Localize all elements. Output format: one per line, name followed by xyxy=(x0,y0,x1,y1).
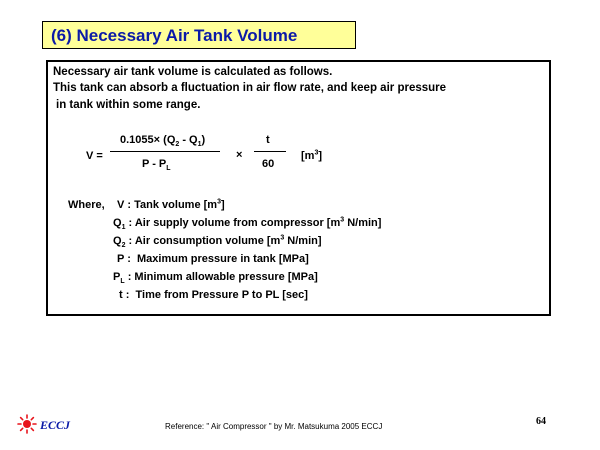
logo-text: ECCJ xyxy=(40,418,71,432)
numerator-times: × xyxy=(153,134,161,146)
formula-numerator xyxy=(120,134,206,149)
denominator-text: P - P xyxy=(142,158,167,170)
where-row-q1 xyxy=(113,216,382,232)
where-row-q2 xyxy=(113,234,322,250)
colon: : xyxy=(128,217,133,229)
t-denominator: 60 xyxy=(262,158,275,170)
main-fraction-line xyxy=(110,151,220,152)
description-end: ] xyxy=(220,199,225,211)
content-box xyxy=(46,60,551,316)
unit-sup: 3 xyxy=(314,149,319,157)
colon: : xyxy=(127,199,132,211)
description-end: N/min] xyxy=(284,235,322,247)
t-fraction-line xyxy=(254,151,286,152)
page-title: (6) Necessary Air Tank Volume xyxy=(51,26,298,45)
symbol: P xyxy=(117,253,125,265)
description: Maximum pressure in tank [MPa] xyxy=(137,253,309,265)
description: Time from Pressure P to PL [sec] xyxy=(135,289,308,301)
where-row-v xyxy=(117,199,225,211)
where-row-t xyxy=(119,289,308,301)
description-end: N/min] xyxy=(344,217,382,229)
t-numerator: t xyxy=(266,134,270,146)
where-row-pl xyxy=(113,271,318,286)
numerator-q2-sub: 2 xyxy=(175,141,180,149)
numerator-coefficient: 0.1055 xyxy=(120,134,154,146)
reference-text: Reference: " Air Compressor " by Mr. Matsukuma 2005 ECCJ xyxy=(165,422,383,431)
formula-denominator xyxy=(142,158,171,173)
unit-close: ] xyxy=(318,150,323,162)
symbol-sub: 1 xyxy=(121,224,126,232)
description: Minimum allowable pressure [MPa] xyxy=(134,271,318,283)
description-sup: 3 xyxy=(280,234,285,242)
formula-unit xyxy=(301,150,322,162)
symbol-sub: 2 xyxy=(121,242,126,250)
symbol: Q xyxy=(113,235,122,247)
description: Tank volume [m xyxy=(134,199,218,211)
symbol: V xyxy=(117,199,125,211)
numerator-close: ) xyxy=(201,134,206,146)
description: Air consumption volume [m xyxy=(134,235,281,247)
formula-multiply: × xyxy=(236,149,243,161)
symbol: Q xyxy=(113,217,122,229)
intro-line-2: This tank can absorb a fluctuation in air flow rate, and keep air pressure xyxy=(53,82,447,94)
symbol: t xyxy=(119,289,123,301)
numerator-q1-sub: 1 xyxy=(197,141,202,149)
intro-line-3: in tank within some range. xyxy=(56,99,201,111)
colon: : xyxy=(127,253,131,265)
intro-line-1: Necessary air tank volume is calculated as follows. xyxy=(53,66,333,78)
where-row-p xyxy=(117,253,309,265)
eccj-logo-icon xyxy=(17,414,37,434)
numerator-open: (Q xyxy=(160,134,176,146)
where-label: Where, xyxy=(68,199,105,211)
denominator-sub: L xyxy=(166,165,171,173)
colon: : xyxy=(125,289,130,301)
page-number: 64 xyxy=(536,416,546,427)
description: Air supply volume from compressor [m xyxy=(134,217,341,229)
symbol: P xyxy=(113,271,121,283)
numerator-minus: - Q xyxy=(179,134,198,146)
description-sup: 3 xyxy=(217,198,221,206)
title-box xyxy=(42,21,356,49)
description-sup: 3 xyxy=(340,216,345,224)
symbol-sub: L xyxy=(120,278,125,286)
formula-lhs: V = xyxy=(86,150,103,162)
colon: : xyxy=(128,235,133,247)
unit-open: [m xyxy=(301,150,315,162)
colon: : xyxy=(127,271,132,283)
